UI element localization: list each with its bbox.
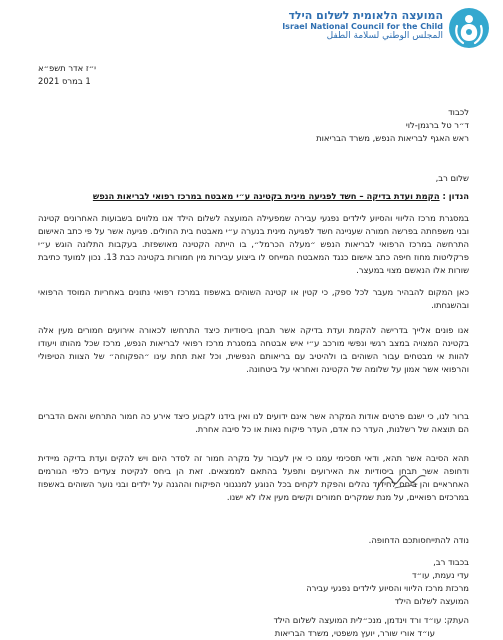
- signature-name: עדי נעמת, עו״ד: [412, 570, 469, 581]
- letterhead: [249, 6, 489, 50]
- subject-line: [38, 190, 469, 203]
- paragraph-1: במסגרת מרכז הליווי והסיוע לילדים נפגעי עבירה שמפעילה המועצה לשלום הילד אנו מלווים בשבועות האחרונים קטינה ובני משפחתה בפרשה חמורה שעניינה חשד לפגיעה מינית בנערה ע״י מאבטח בית החולים. פגיעה אשר על פי כתב האישום התרחשה במרכז הרפואי לבריאות הנפש ״מעלה הכרמל״, בו הייתה הקטינה מאושפזת. בעקבות התלונה הוגש ע״י פרקליטות מחוז חיפה כתב אישום כנגד המאבטח המייחס לו ביצוע עבירות מין חמורות בקטינה כבת 13. נכון למועד כתיבת שורות אלו הנאשם מצוי במעצר.: [38, 213, 469, 276]
- cc-line-1: [38, 614, 469, 627]
- closing-line: נודה להתייחסותכם הדחופה.: [368, 535, 469, 545]
- signature-role: מרכזת מרכז הליווי והסיוע לילדים נפגעי עבירה: [306, 583, 469, 594]
- subject-text: הקמת ועדת בדיקה – חשד לפגיעה מינית בקטינה ע״י מאבטח במרכז רפואי לבריאות הנפש: [92, 191, 440, 201]
- signature-org: המועצה לשלום הילד: [394, 596, 469, 607]
- gregorian-date: 1 במרס 2021: [38, 76, 91, 87]
- recipient-block: [38, 106, 469, 145]
- subject-label: הנדון :: [442, 191, 469, 201]
- org-logo-icon: [449, 8, 489, 48]
- handwritten-signature-icon: [373, 470, 433, 496]
- recipient-title: ראש האגף לבריאות הנפש, משרד הבריאות: [316, 133, 469, 144]
- paragraph-3: אנו פונים אלייך בדרישה להקמת ועדת בדיקה אשר תבחן ביסודיות כיצד התרחשו לכאורה אירועים חמורים מעין אלה בקטינה המצויה במצב רגשי ונפשי מורכב ע״י איש אבטחה במסגרת מרכז רפואי לבריאות הנפש, מרכז שכל מהותו ויעודו להוות אי מבטחים עבור השוהים בו ולהיטיב עם בריאותם הנפשית, וכל זאת תחת עינו ״הפקוחה״ של הצוות הטיפולי והרפואי אשר אמון על שלומה של הקטינה ואחראי על ביטחונה.: [38, 325, 469, 375]
- paragraph-2: כאן המקום להבהיר מעבר לכל ספק, כי קטין או קטינה השוהים באשפוז במרכז רפואי נתונים באחריות המוסד הרפואי ובהשגחתו.: [38, 287, 469, 311]
- cc-recipient-1: עו״ד ורד וינדמן, מנכ״לית המועצה לשלום הילד: [273, 615, 442, 625]
- cc-label: העתק:: [444, 615, 469, 625]
- paragraph-5: תהא הסיבה אשר תהא, ודאי תסכימי עמנו כי אין לעבור על מקרה חמור זה לסדר היום ויש להקים ועדת בדיקה מיידית ודחופה אשר תבחן ביסודיות את האירועים ותפעל בהתאם לממצאים. זאת הן ביחס לנקיטת צעדים כלפי הגורמים האחראיים והן ביחס לחידוד נהלים והפקת לקחים בכל הנוגע למנגנוני הפיקוח וההגנה על ילדים ובני נוער השוהים באשפוז במרכזים רפואיים, על מנת שמקרים חמורים וקשים מעין אלו לא ישנו.: [38, 453, 469, 503]
- signature-block: [38, 556, 469, 608]
- hebrew-date: י״ז אדר תשפ״א: [38, 63, 97, 73]
- cc-block: [38, 614, 469, 640]
- org-name-block: [282, 10, 443, 41]
- date-block: [38, 62, 469, 88]
- greeting: שלום רב,: [435, 173, 469, 183]
- paragraph-4: ברור לנו, כי ישנם פרטים אודות המקרה אשר אינם ידועים לנו ואין בידנו לקבוע כיצד אירע כה חמור התרחש והאם הדברים הם תוצאה של רשלנות, העדר כח אדם, העדר פיקוח נאות או כל סיבה אחרת.: [38, 411, 469, 435]
- recipient-name: ד״ר טל ברגמן-לוי: [405, 120, 469, 131]
- org-name-arabic: المجلس الوطني لسلامة الطفل: [326, 30, 443, 41]
- cc-recipient-2: עו״ד אורי שורר, יועץ משפטי, משרד הבריאות: [274, 628, 435, 639]
- recipient-to: לכבוד: [448, 107, 469, 117]
- org-name-hebrew: המועצה הלאומית לשלום הילד: [288, 9, 443, 22]
- org-name-english: Israel National Council for the Child: [282, 21, 443, 31]
- signature-regards: בכבוד רב,: [433, 557, 469, 567]
